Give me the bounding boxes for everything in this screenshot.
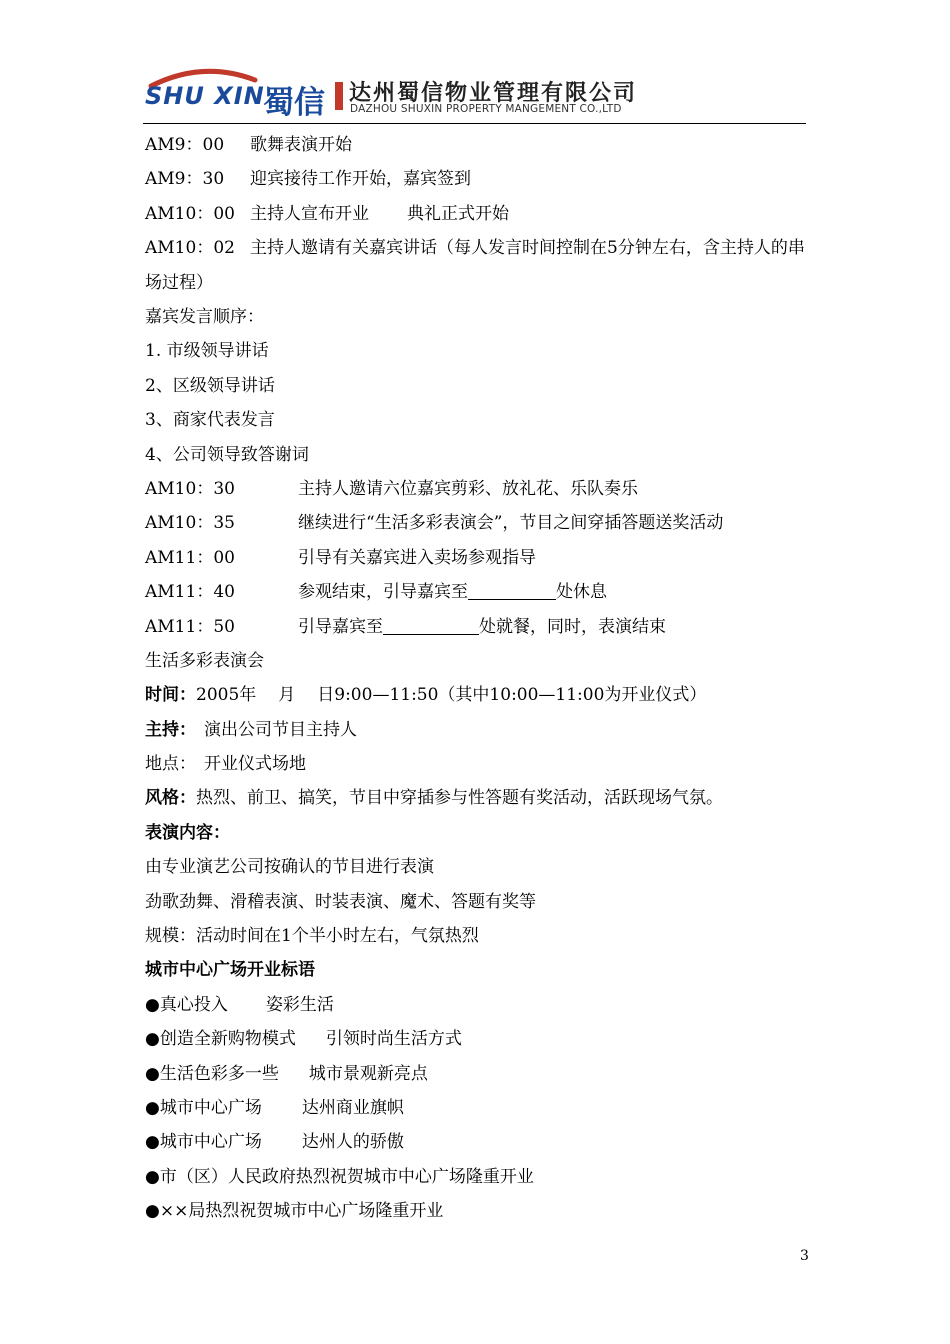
show-style-label: 风格：	[145, 788, 196, 809]
slogan-part: ●城市中心广场	[145, 1097, 262, 1118]
slogan-part: ●真心投入	[145, 994, 228, 1015]
schedule-time: AM9：00	[145, 135, 225, 155]
speaker-item: 1. 市级领导讲话	[145, 341, 269, 362]
slogan-part: 引领时尚生活方式	[325, 1029, 462, 1050]
slogan-part: ●城市中心广场	[145, 1132, 262, 1153]
slogan-part: ●创造全新购物模式	[145, 1029, 296, 1050]
schedule-time: AM10：00	[145, 203, 235, 224]
show-host-label: 主持：	[145, 719, 196, 740]
letterhead	[143, 66, 806, 126]
schedule-row	[145, 610, 810, 644]
logo-chinese: 蜀信	[263, 85, 325, 121]
schedule-text: 主持人宣布开业	[250, 203, 369, 224]
header-rule	[143, 123, 806, 124]
show-time	[145, 678, 810, 712]
schedule-row	[145, 472, 810, 506]
speaker-item: 4、公司领导致答谢词	[145, 444, 309, 465]
show-style-value: 热烈、前卫、搞笑，节目中穿插参与性答题有奖活动，活跃现场气氛。	[196, 788, 723, 809]
slogan-part: 姿彩生活	[265, 994, 334, 1015]
schedule-text: 主持人邀请六位嘉宾剪彩、放礼花、乐队奏乐	[298, 478, 638, 499]
schedule-time: AM10：30	[145, 478, 235, 499]
schedule-text: 处休息	[556, 582, 607, 603]
schedule-text: 迎宾接待工作开始，嘉宾签到	[250, 169, 471, 190]
show-time-month: 月	[278, 685, 296, 706]
schedule-extra: 典礼正式开始	[407, 203, 509, 224]
schedule-text: 主持人邀请有关嘉宾讲话（每人发言时间控制在5分钟左右，含主持人的串场过程）	[145, 238, 805, 293]
slogan-item	[145, 1125, 810, 1159]
company-name-chinese: 达州蜀信物业管理有限公司	[349, 81, 638, 106]
show-host	[145, 713, 810, 747]
show-time-year: 2005年	[196, 685, 257, 706]
schedule-text: 引导有关嘉宾进入卖场参观指导	[298, 547, 536, 568]
schedule-row	[145, 541, 810, 575]
slogan-part: ●生活色彩多一些	[145, 1063, 279, 1084]
fill-in-blank	[383, 614, 479, 635]
schedule-row	[145, 575, 810, 609]
slogan-item	[145, 1057, 810, 1091]
schedule-time: AM10：35	[145, 513, 235, 534]
schedule-row	[145, 128, 810, 162]
slogan-item	[145, 988, 810, 1022]
schedule-text: 处就餐，同时，表演结束	[479, 616, 666, 637]
show-scale: 规模：活动时间在1个半小时左右，气氛热烈	[145, 926, 479, 947]
show-content-line: 劲歌劲舞、滑稽表演、时装表演、魔术、答题有奖等	[145, 891, 536, 912]
page-number: 3	[800, 1248, 809, 1264]
speaker-item: 3、商家代表发言	[145, 410, 275, 431]
schedule-text: 参观结束，引导嘉宾至	[298, 582, 468, 603]
show-time-label: 时间：	[145, 685, 196, 706]
slogans-title: 城市中心广场开业标语	[145, 960, 315, 981]
speakers-title: 嘉宾发言顺序：	[145, 306, 264, 327]
schedule-text: 引导嘉宾至	[298, 616, 383, 637]
slogan-part: 达州人的骄傲	[301, 1132, 404, 1153]
schedule-row	[145, 231, 810, 300]
logo-english: SHU XIN	[145, 82, 265, 110]
show-place-value: 开业仪式场地	[204, 754, 306, 775]
schedule-time: AM10：02	[145, 238, 235, 259]
document-body	[145, 128, 810, 1229]
schedule-time: AM11：50	[145, 616, 235, 637]
show-place	[145, 747, 810, 781]
schedule-text: 继续进行“生活多彩表演会”，节目之间穿插答题送奖活动	[298, 513, 724, 534]
fill-in-blank	[468, 579, 556, 600]
slogan-item	[145, 1091, 810, 1125]
logo-divider-bar	[335, 82, 343, 110]
schedule-text: 歌舞表演开始	[250, 135, 352, 155]
slogan-part: 城市景观新亮点	[308, 1063, 428, 1084]
schedule-time: AM9：30	[145, 169, 225, 190]
show-content-label: 表演内容：	[145, 822, 230, 843]
speaker-item: 2、区级领导讲话	[145, 375, 275, 396]
slogan-part: ●市（区）人民政府热烈祝贺城市中心广场隆重开业	[145, 1166, 534, 1187]
show-host-value: 演出公司节目主持人	[204, 719, 357, 740]
show-time-detail: 日9:00—11:50（其中10:00—11:00为开业仪式）	[317, 685, 707, 706]
schedule-row	[145, 197, 810, 231]
slogan-part: ●××局热烈祝贺城市中心广场隆重开业	[145, 1201, 444, 1222]
schedule-row	[145, 506, 810, 540]
company-name-english: DAZHOU SHUXIN PROPERTY MANGEMENT CO.,LTD	[350, 103, 622, 115]
slogan-item	[145, 1194, 810, 1228]
slogan-part: 达州商业旗帜	[301, 1097, 404, 1118]
show-style	[145, 781, 810, 815]
show-place-label: 地点：	[145, 754, 196, 775]
schedule-row	[145, 162, 810, 196]
schedule-time: AM11：00	[145, 547, 235, 568]
show-title: 生活多彩表演会	[145, 650, 264, 671]
schedule-time: AM11：40	[145, 582, 235, 603]
slogan-item	[145, 1022, 810, 1056]
show-content-line: 由专业演艺公司按确认的节目进行表演	[145, 857, 434, 878]
slogan-item	[145, 1160, 810, 1194]
